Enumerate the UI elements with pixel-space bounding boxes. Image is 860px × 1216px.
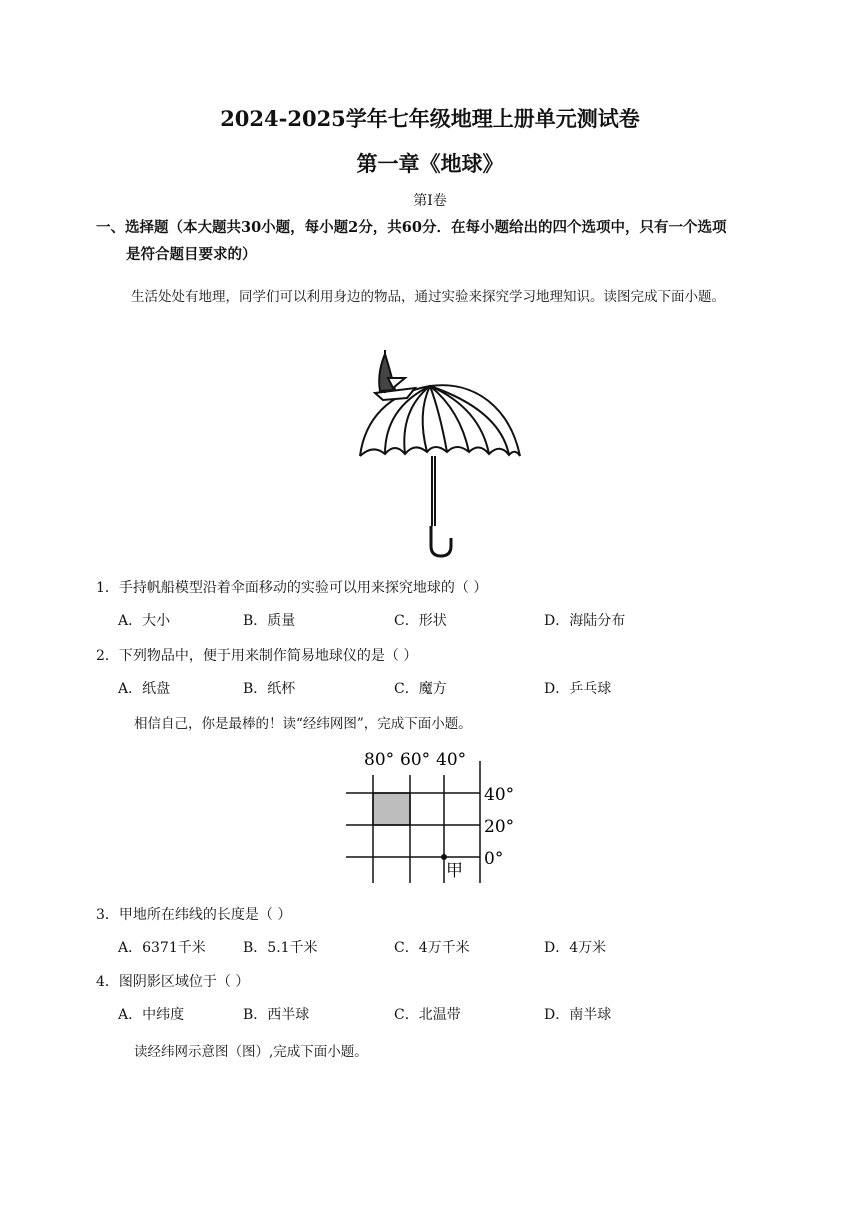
question-4-stem: 4．图阴影区域位于（ ） [96,974,250,990]
option-a[interactable]: A．大小 [118,613,171,629]
question-3-stem: 3．甲地所在纬线的长度是（ ） [96,907,292,923]
option-a[interactable]: A．6371千米 [118,940,206,956]
option-c[interactable]: C．魔方 [394,681,447,697]
question-1-stem: 1．手持帆船模型沿着伞面移动的实验可以用来探究地球的（ ） [96,580,488,596]
lat-label-0: 0° [484,849,504,869]
option-a[interactable]: A．中纬度 [118,1007,185,1023]
chapter-title: 第一章《地球》 [356,151,504,176]
option-c[interactable]: C．4万千米 [394,940,470,956]
umbrella-figure [355,348,525,563]
section-heading [96,214,786,268]
graticule-figure [340,745,530,885]
option-a[interactable]: A．纸盘 [118,681,171,697]
section-heading-line2: 是符合题目要求的） [126,246,257,263]
lon-label-80: 80° [364,750,395,770]
lon-label-60: 60° [400,750,431,770]
option-d[interactable]: D．4万米 [544,940,607,956]
page-title: 2024-2025学年七年级地理上册单元测试卷 [220,106,640,131]
point-jia-label: 甲 [446,861,463,881]
option-d[interactable]: D．海陆分布 [544,613,626,629]
option-c[interactable]: C．北温带 [394,1007,461,1023]
intro-paragraph: 生活处处有地理，同学们可以利用身边的物品，通过实验来探究学习地理知识。读图完成下面小题。 [131,289,725,305]
lead-paragraph-2: 相信自己，你是最棒的！读“经纬网图”，完成下面小题。 [134,716,472,732]
question-2-stem: 2．下列物品中，便于用来制作简易地球仪的是（ ） [96,648,418,664]
option-b[interactable]: B．质量 [243,613,296,629]
option-d[interactable]: D．南半球 [544,1007,612,1023]
option-d[interactable]: D．乒乓球 [544,681,612,697]
volume-label: 第Ⅰ卷 [413,193,447,209]
lat-label-40: 40° [484,785,515,805]
lead-paragraph-3: 读经纬网示意图（图）,完成下面小题。 [134,1044,368,1060]
section-heading-line1: 一、选择题（本大题共30小题，每小题2分，共60分．在每小题给出的四个选项中，只有一个选项 [96,219,727,236]
option-b[interactable]: B．西半球 [243,1007,310,1023]
lat-label-20: 20° [484,817,515,837]
option-b[interactable]: B．5.1千米 [243,940,318,956]
option-b[interactable]: B．纸杯 [243,681,296,697]
lon-label-40: 40° [436,750,467,770]
option-c[interactable]: C．形状 [394,613,447,629]
